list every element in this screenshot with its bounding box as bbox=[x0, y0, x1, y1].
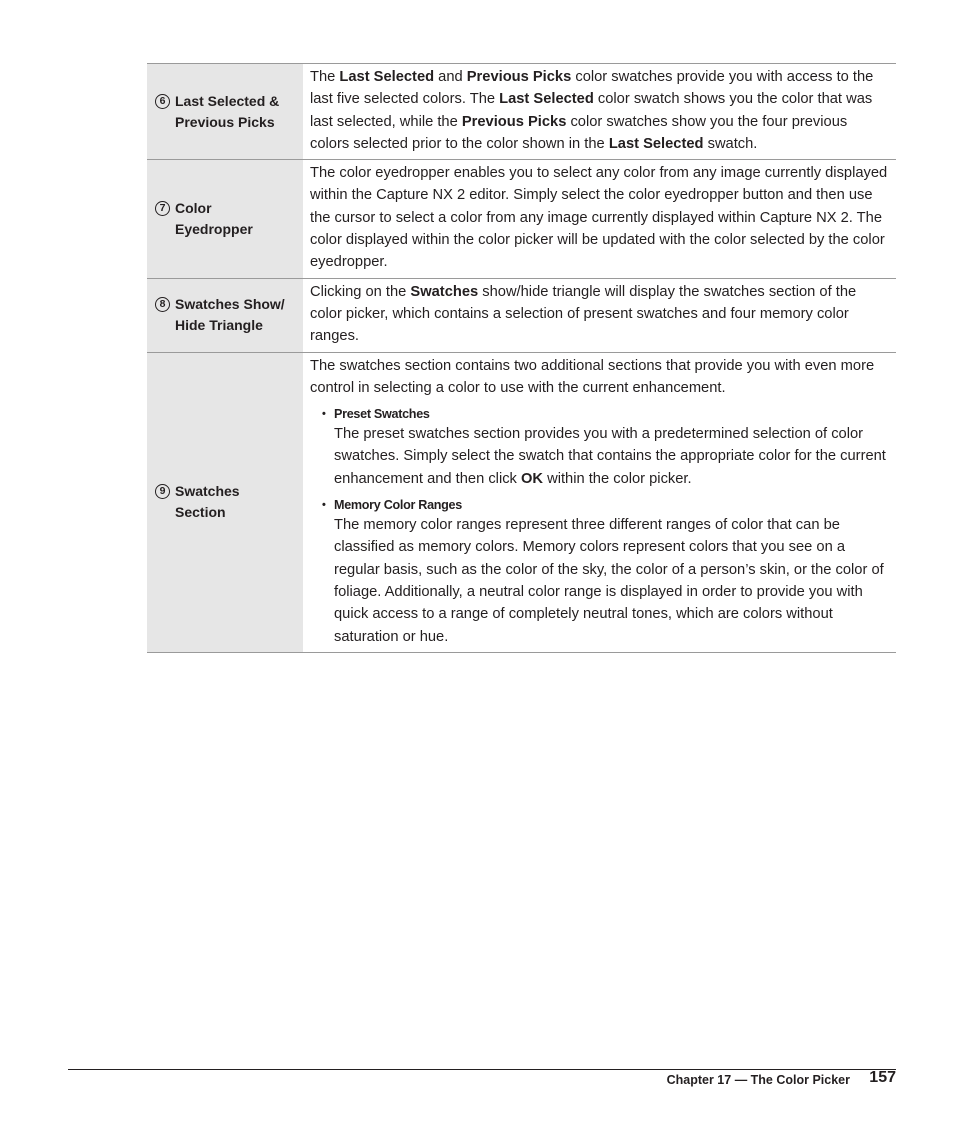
bullet-dot: • bbox=[322, 499, 326, 512]
content-table bbox=[147, 63, 896, 653]
row-label-cell bbox=[147, 279, 303, 352]
row-label-text: Color Eyedropper bbox=[175, 199, 253, 237]
row-label-text: Swatches Section bbox=[175, 483, 240, 521]
row-label bbox=[155, 294, 285, 336]
bullet-title: Memory Color Ranges bbox=[334, 498, 462, 513]
row-label bbox=[155, 91, 279, 133]
number-badge: 9 bbox=[155, 484, 170, 499]
number-badge: 6 bbox=[155, 94, 170, 109]
table-row bbox=[147, 160, 896, 278]
row-label-text: Last Selected & Previous Picks bbox=[175, 92, 280, 130]
bullet-body: The memory color ranges represent three different ranges of color that can be classified as memory colors. Memory colors represent colors that you see on a regular basis, such as the color of the sky, the color of a person’s skin, or the color of foliage. Additionally, a neutral color range is displayed in order to provide you with quick access to a range of completely neutral tones, which are colors without saturation or hue. bbox=[334, 517, 884, 645]
footer-chapter: Chapter 17 — The Color Picker bbox=[666, 1073, 850, 1087]
row-description: The Last Selected and Previous Picks color swatches provide you with access to the last five selected colors. The Last Selected color swatch shows you the color that was last selected, while the Previous Picks color swatches show you the four previous colors selected prior to the color shown in the Last Selected swatch. bbox=[310, 69, 874, 152]
row-description: Clicking on the Swatches show/hide triangle will display the swatches section of the color picker, which contains a selection of present swatches and four memory color ranges. bbox=[310, 283, 857, 345]
row-description bbox=[303, 353, 896, 652]
row-label bbox=[155, 481, 240, 523]
number-badge: 8 bbox=[155, 297, 170, 312]
page-number: 157 bbox=[869, 1069, 896, 1086]
bullet-title: Preset Swatches bbox=[334, 407, 430, 422]
bullet-dot: • bbox=[322, 408, 326, 421]
row-label-cell bbox=[147, 353, 303, 652]
bullet-body: The preset swatches section provides you with a predetermined selection of color swatches. Simply select the swatch that contains the appropriate color for the current enhancement and then click OK within the color picker. bbox=[334, 426, 886, 487]
swatches-intro: The swatches section contains two additional sections that provide you with even more control in selecting a color to use with the current enhancement. bbox=[310, 357, 875, 396]
bullet-preset-swatches bbox=[310, 405, 888, 490]
table-rows bbox=[147, 64, 896, 353]
row-label-cell bbox=[147, 64, 303, 159]
number-badge: 7 bbox=[155, 201, 170, 216]
bullet-memory-color-ranges bbox=[310, 496, 888, 648]
table-row bbox=[147, 64, 896, 160]
row-label bbox=[155, 198, 253, 240]
footer-rule bbox=[68, 1069, 896, 1070]
row-label-cell bbox=[147, 160, 303, 277]
row-label-text: Swatches Show/ Hide Triangle bbox=[175, 296, 285, 334]
row-description: The color eyedropper enables you to select any color from any image currently displayed within the Capture NX 2 editor. Simply select the color eyedropper button and then use the cursor to select a color from any image currently displayed within Capture NX 2. The color displayed within the color picker will be updated with the color selected by the color eyedropper. bbox=[310, 165, 888, 271]
table-row bbox=[147, 353, 896, 653]
table-row bbox=[147, 279, 896, 353]
